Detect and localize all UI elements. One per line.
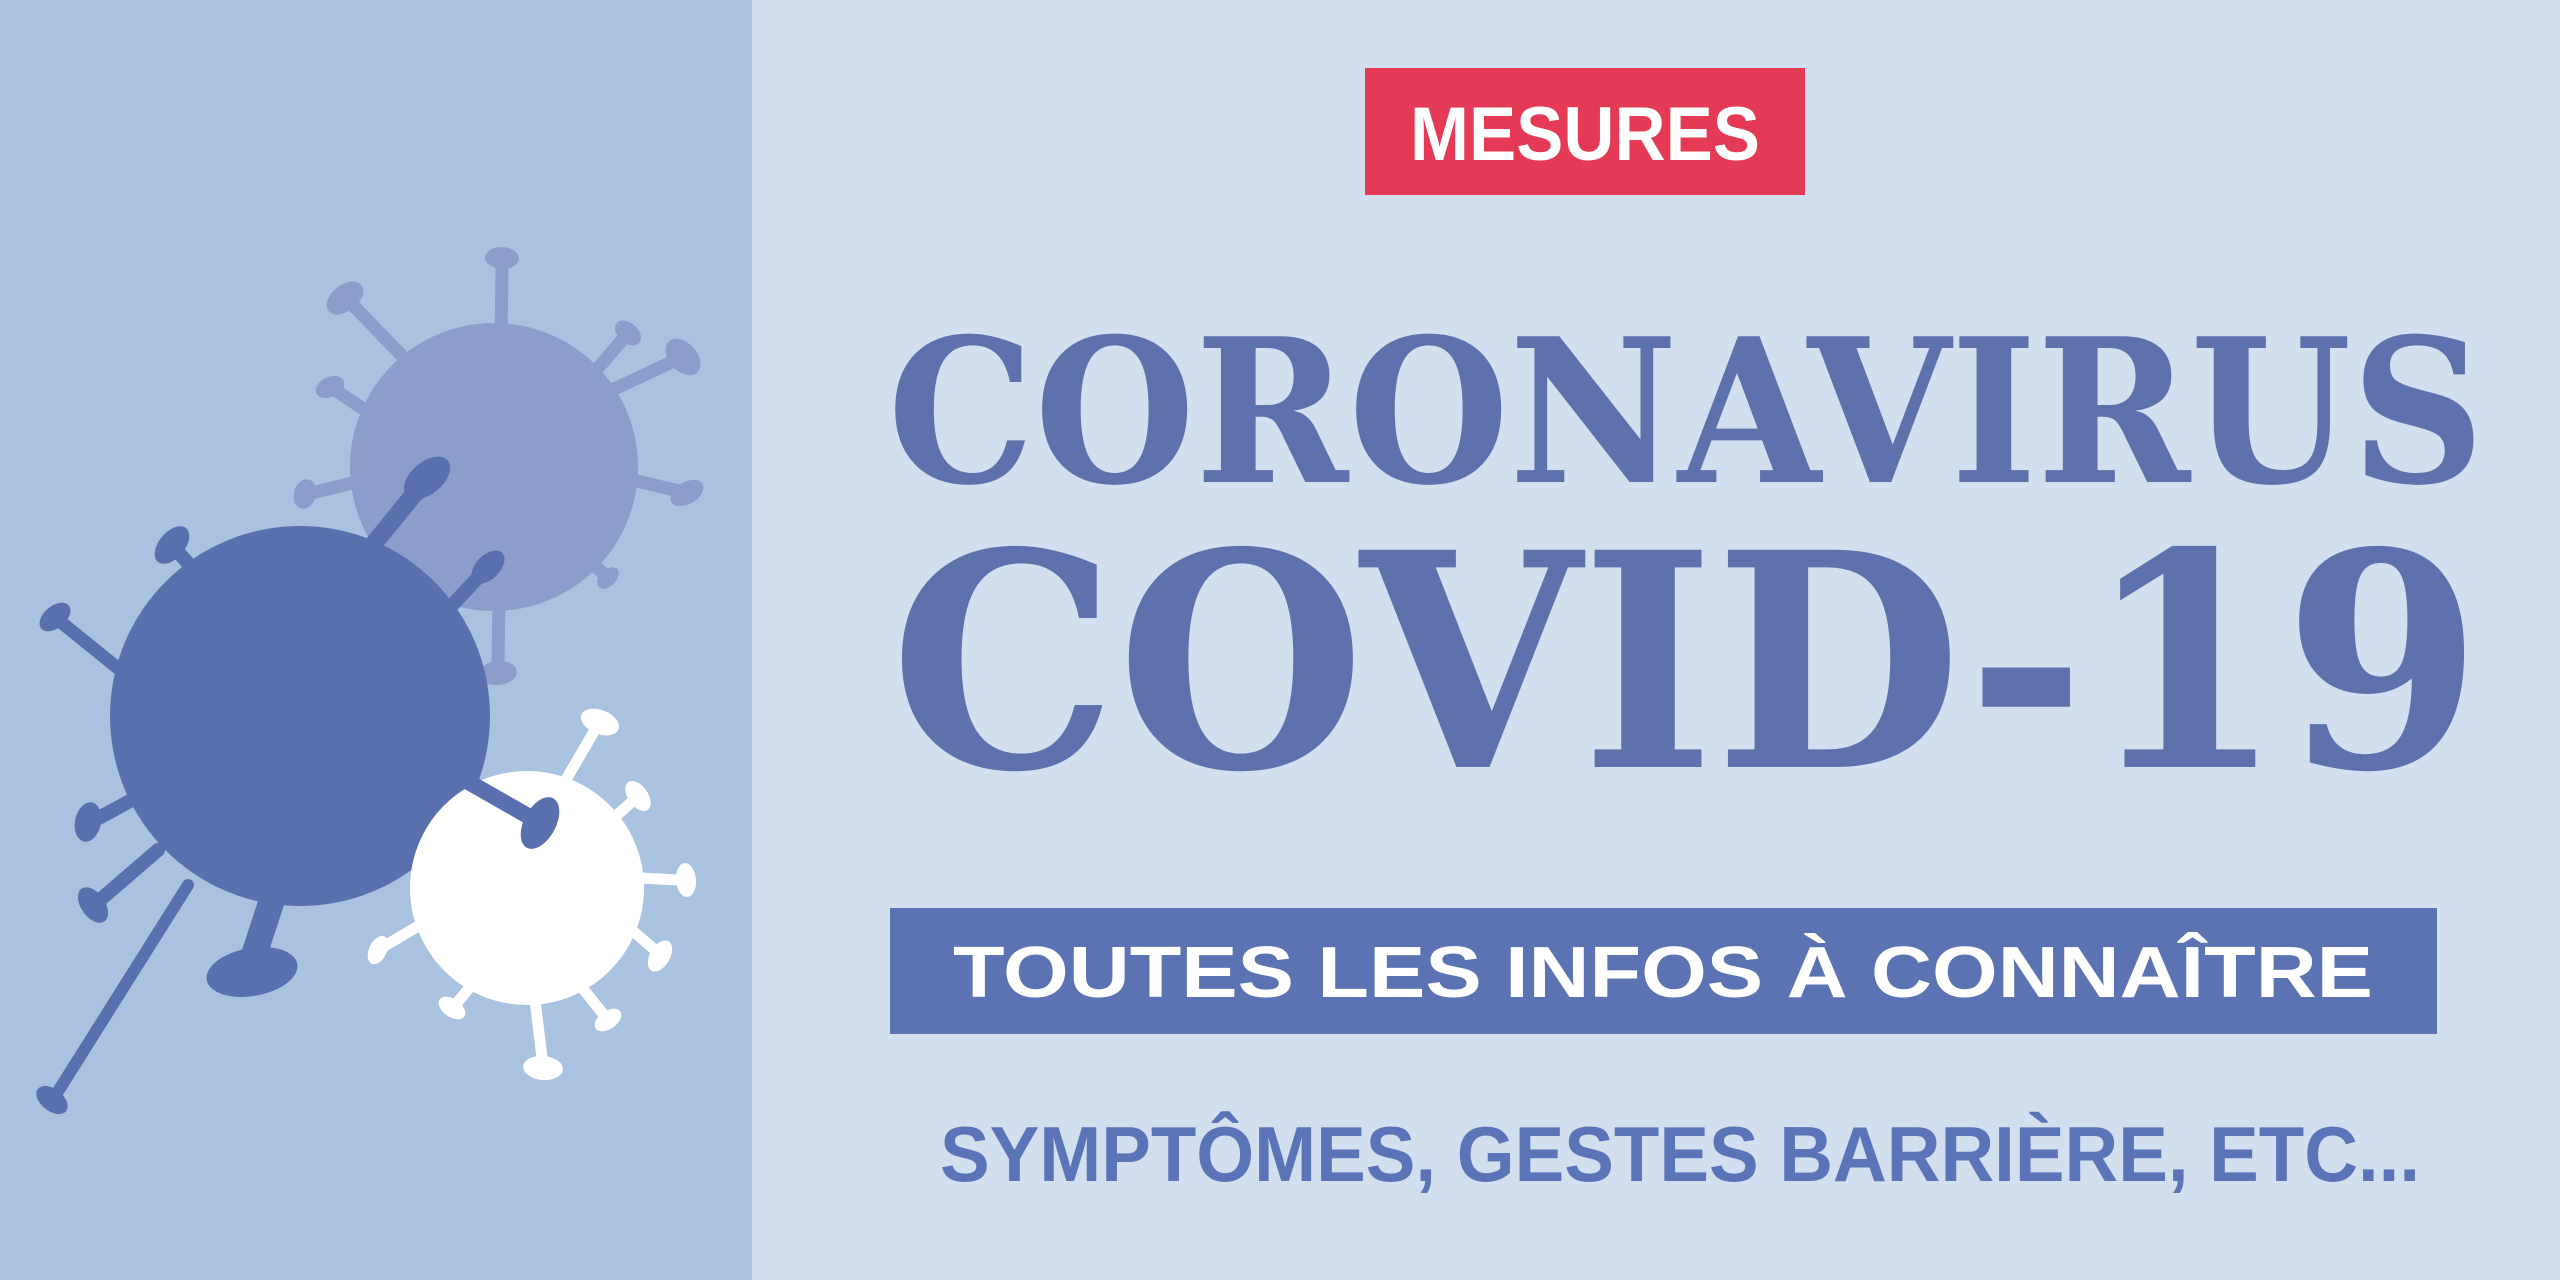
info-banner-label: TOUTES LES INFOS À CONNAÎTRE — [953, 933, 2164, 1013]
measures-badge-label: MESURES — [1410, 92, 1760, 177]
title-line2: COVID-19 — [890, 488, 2482, 838]
subtitle: SYMPTÔMES, GESTES BARRIÈRE, ETC... — [940, 1110, 2420, 1198]
title-line1: CORONAVIRUS — [887, 295, 2485, 530]
